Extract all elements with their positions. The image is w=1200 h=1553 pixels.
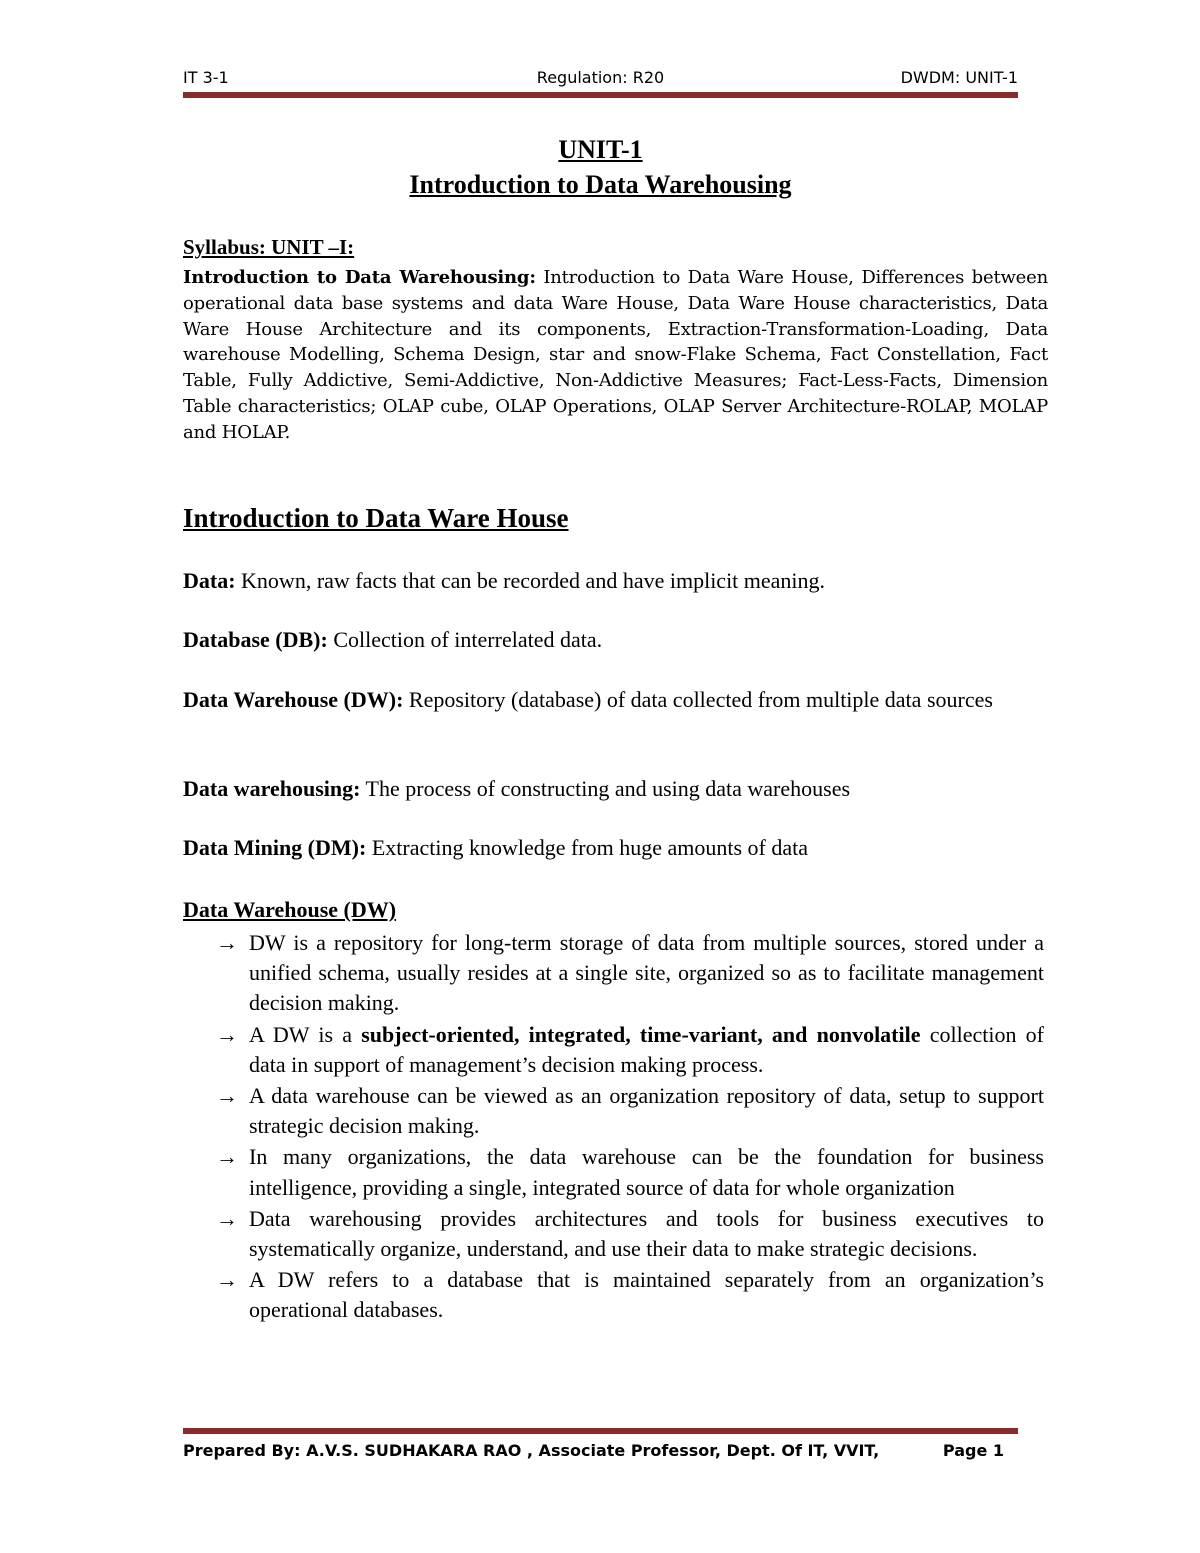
syllabus-body bbox=[183, 265, 1048, 446]
syllabus-lead: Introduction to Data Warehousing: bbox=[183, 267, 536, 288]
dw-heading: Data Warehouse (DW) bbox=[183, 897, 397, 922]
unit-subtitle: Introduction to Data Warehousing bbox=[409, 170, 792, 199]
unit-title: UNIT-1 bbox=[558, 135, 643, 164]
definition-data-mining bbox=[183, 833, 1023, 863]
header-unit: DWDM: UNIT-1 bbox=[900, 68, 1018, 87]
arrow-icon: → bbox=[216, 1144, 238, 1170]
definition-database bbox=[183, 625, 1023, 655]
definition-term: Data: bbox=[183, 568, 236, 593]
footer-rule bbox=[183, 1428, 1018, 1434]
list-item: → A DW is a subject-oriented, integrated, time-variant, and nonvolatile collection of data in support of management’s decision making process. bbox=[216, 1021, 1044, 1077]
list-item: → DW is a repository for long-term storage of data from multiple sources, stored under a unified schema, usually resides at a single site, organized so as to facilitate management decision making. bbox=[216, 930, 1044, 1016]
page-header bbox=[183, 68, 1018, 92]
definition-text: Repository (database) of data collected from multiple data sources bbox=[403, 687, 993, 712]
syllabus-heading: Syllabus: UNIT –I: bbox=[183, 235, 355, 259]
header-regulation: Regulation: R20 bbox=[536, 68, 665, 87]
header-rule bbox=[183, 92, 1018, 98]
section-heading: Introduction to Data Ware House bbox=[183, 503, 569, 533]
definition-term: Data warehousing: bbox=[183, 776, 361, 801]
dw-bullet-list bbox=[216, 928, 1044, 1327]
arrow-icon: → bbox=[216, 1083, 238, 1109]
arrow-icon: → bbox=[216, 1267, 238, 1293]
list-item: → A data warehouse can be viewed as an organization repository of data, setup to support strategic decision making. bbox=[216, 1083, 1044, 1139]
definition-text: Collection of interrelated data. bbox=[327, 627, 603, 652]
definition-data-warehouse bbox=[183, 685, 1023, 715]
list-item: → Data warehousing provides architectures and tools for business executives to systematically organize, understand, and use their data to make strategic decisions. bbox=[216, 1205, 1044, 1262]
footer-author: Prepared By: A.V.S. SUDHAKARA RAO , Associate Professor, Dept. Of IT, VVIT, bbox=[183, 1441, 880, 1460]
definition-text: Extracting knowledge from huge amounts of data bbox=[366, 835, 809, 860]
definition-text: Known, raw facts that can be recorded and have implicit meaning. bbox=[235, 568, 826, 593]
list-item: → In many organizations, the data warehouse can be the foundation for business intelligence, providing a single, integrated source of data for whole organization bbox=[216, 1144, 1044, 1200]
arrow-icon: → bbox=[216, 1205, 238, 1231]
definition-data bbox=[183, 566, 1023, 596]
definition-term: Database (DB): bbox=[183, 627, 328, 652]
list-item: → A DW refers to a database that is maintained separately from an organization’s operational databases. bbox=[216, 1267, 1044, 1323]
page-number: Page 1 bbox=[942, 1441, 1004, 1460]
arrow-icon: → bbox=[216, 930, 238, 955]
header-course: IT 3-1 bbox=[183, 68, 229, 87]
definition-text: The process of constructing and using data warehouses bbox=[360, 776, 851, 801]
definition-term: Data Mining (DM): bbox=[183, 835, 367, 860]
arrow-icon: → bbox=[216, 1021, 238, 1047]
syllabus-text: Introduction to Data Ware House, Differences between operational data base systems and data Ware House, Data Ware House characteristics, Data Ware House Architecture and its components, Extraction-Transformation-Loading, Data warehouse Modelling, Schema Design, star and snow-Flake Schema, Fact Constellation, Fact Table, Fully Addictive, Semi-Addictive, Non-Addictive Measures; Fact-Less-Facts, Dimension Table characteristics; OLAP cube, OLAP Operations, OLAP Server Architecture-ROLAP, MOLAP and HOLAP. bbox=[183, 267, 1048, 443]
definition-term: Data Warehouse (DW): bbox=[183, 687, 404, 712]
definition-data-warehousing bbox=[183, 774, 1023, 804]
page-footer bbox=[183, 1441, 1018, 1465]
